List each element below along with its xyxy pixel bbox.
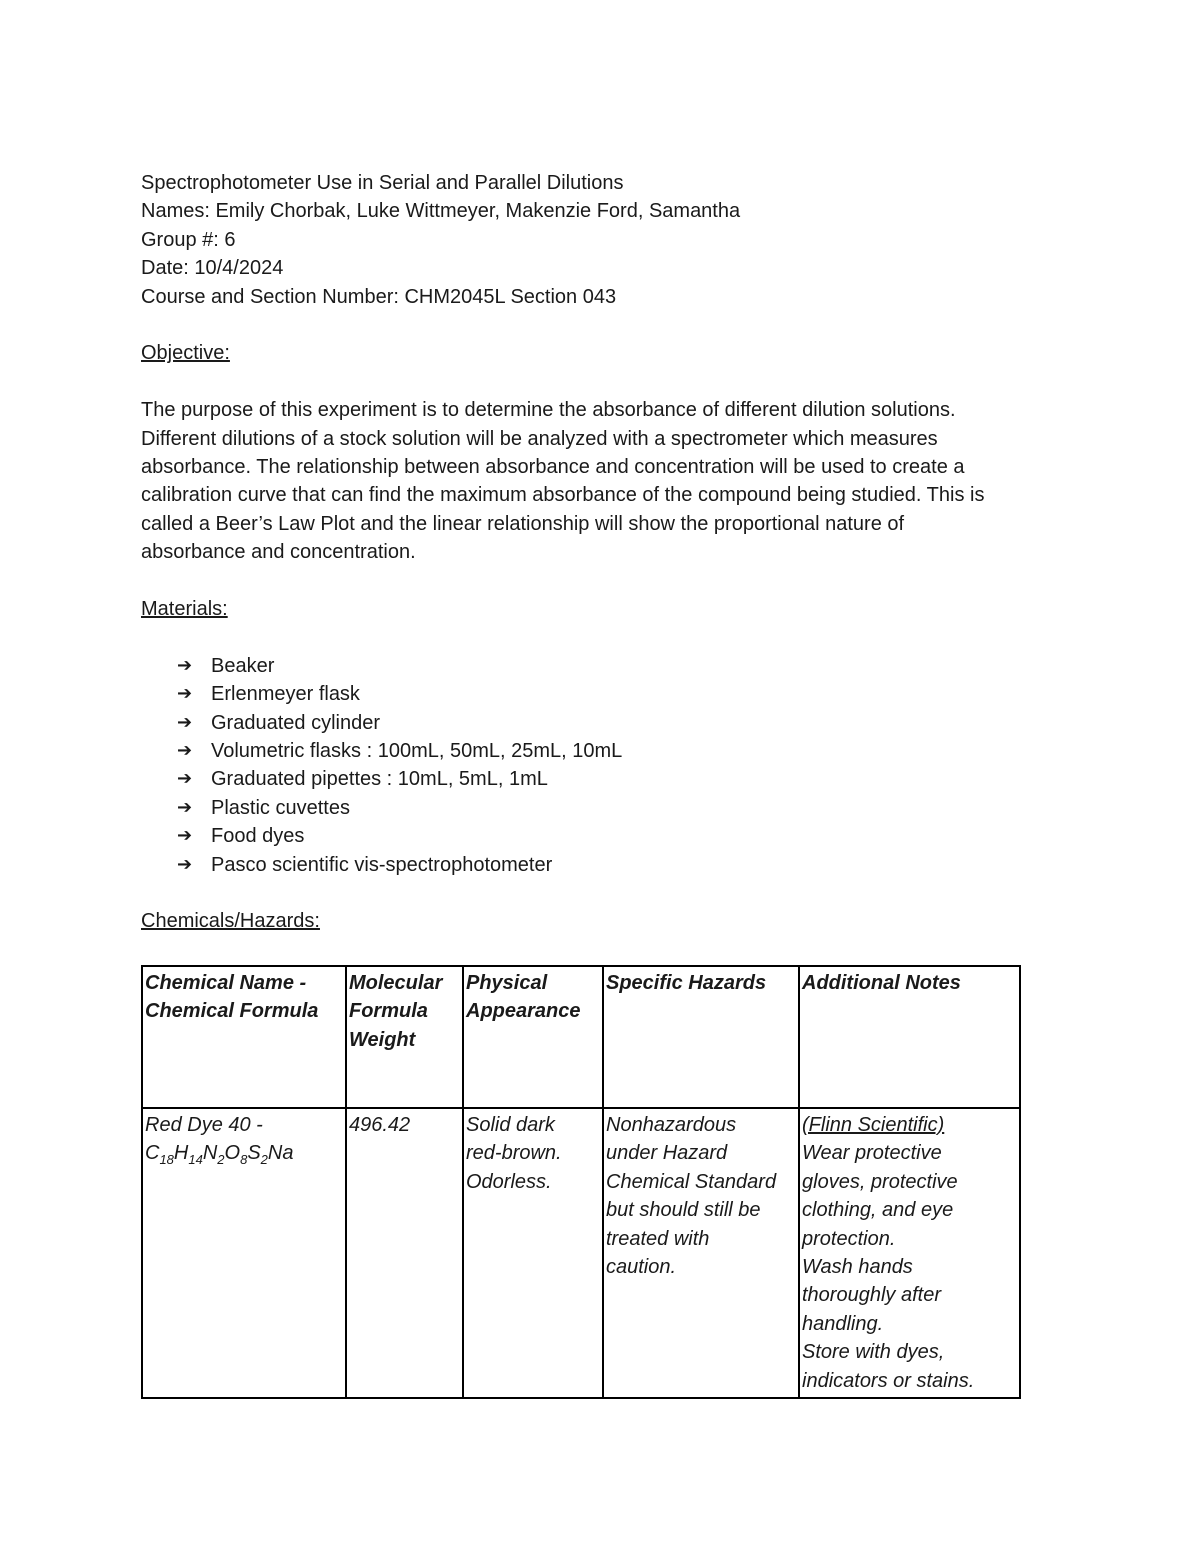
arrow-bullet-icon: ➔ [177, 796, 193, 818]
objective-line: absorbance and concentration. [141, 541, 416, 564]
names-line: Names: Emily Chorbak, Luke Wittmeyer, Makenzie Ford, Samantha [141, 200, 741, 223]
additional-notes-cell: (Flinn Scientific) Wear protective gloves, protective clothing, and eye protection. Wash hands thoroughly after handling. Store with dyes, indicators or stains. [799, 1108, 1020, 1398]
list-item: ➔ Graduated pipettes : 10mL, 5mL, 1mL [177, 765, 1061, 793]
column-header-additional-notes: Additional Notes [799, 966, 1020, 1108]
objective-heading: Objective: [141, 342, 230, 365]
specific-hazards-cell: Nonhazardous under Hazard Chemical Standard but should still be treated with caution. [603, 1108, 799, 1398]
molecular-weight-cell: 496.42 [346, 1108, 463, 1398]
column-header-molecular-weight: Molecular Formula Weight [346, 966, 463, 1108]
physical-appearance-cell: Solid dark red-brown. Odorless. [463, 1108, 603, 1398]
arrow-bullet-icon: ➔ [177, 683, 193, 705]
arrow-bullet-icon: ➔ [177, 768, 193, 790]
objective-line: called a Beer’s Law Plot and the linear relationship will show the proportional nature of [141, 512, 905, 535]
chemical-name-cell [142, 1108, 346, 1398]
list-item: ➔ Food dyes [177, 822, 1061, 850]
objective-line: Different dilutions of a stock solution will be analyzed with a spectrometer which measures [141, 427, 938, 450]
objective-line: calibration curve that can find the maximum absorbance of the compound being studied. This is [141, 484, 985, 507]
group-line: Group #: 6 [141, 228, 236, 251]
arrow-bullet-icon: ➔ [177, 853, 193, 875]
hazards-table [141, 965, 1021, 1399]
list-item: ➔ Erlenmeyer flask [177, 680, 1061, 708]
list-item: ➔ Pasco scientific vis-spectrophotometer [177, 851, 1061, 879]
arrow-bullet-icon: ➔ [177, 654, 193, 676]
materials-heading: Materials: [141, 598, 228, 621]
column-header-chemical-name: Chemical Name - Chemical Formula [142, 966, 346, 1108]
arrow-bullet-icon: ➔ [177, 825, 193, 847]
chemical-name: Red Dye 40 - [145, 1114, 263, 1136]
chemical-formula: $C_{18}H_{14}N_2O_8S_2Na$ [145, 1142, 294, 1168]
objective-line: absorbance. The relationship between absorbance and concentration will be used to create a [141, 456, 965, 479]
document-title: Spectrophotometer Use in Serial and Parallel Dilutions [141, 172, 624, 194]
flinn-scientific-link[interactable]: (Flinn Scientific) [802, 1114, 945, 1136]
course-line: Course and Section Number: CHM2045L Section 043 [141, 285, 617, 308]
date-line: Date: 10/4/2024 [141, 257, 284, 280]
list-item: ➔ Beaker [177, 652, 1061, 680]
list-item: ➔ Plastic cuvettes [177, 794, 1061, 822]
chemicals-heading: Chemicals/Hazards: [141, 910, 320, 933]
table-header-row [142, 966, 1020, 1108]
arrow-bullet-icon: ➔ [177, 740, 193, 762]
objective-line: The purpose of this experiment is to determine the absorbance of different dilution solutions. [141, 399, 956, 422]
table-row [142, 1108, 1020, 1398]
arrow-bullet-icon: ➔ [177, 711, 193, 733]
list-item: ➔ Volumetric flasks : 100mL, 50mL, 25mL, 10mL [177, 737, 1061, 765]
list-item: ➔ Graduated cylinder [177, 709, 1061, 737]
objective-paragraph [141, 396, 1061, 566]
column-header-physical-appearance: Physical Appearance [463, 966, 603, 1108]
materials-list [141, 652, 1061, 879]
document-body [141, 169, 1061, 936]
column-header-specific-hazards: Specific Hazards [603, 966, 799, 1108]
